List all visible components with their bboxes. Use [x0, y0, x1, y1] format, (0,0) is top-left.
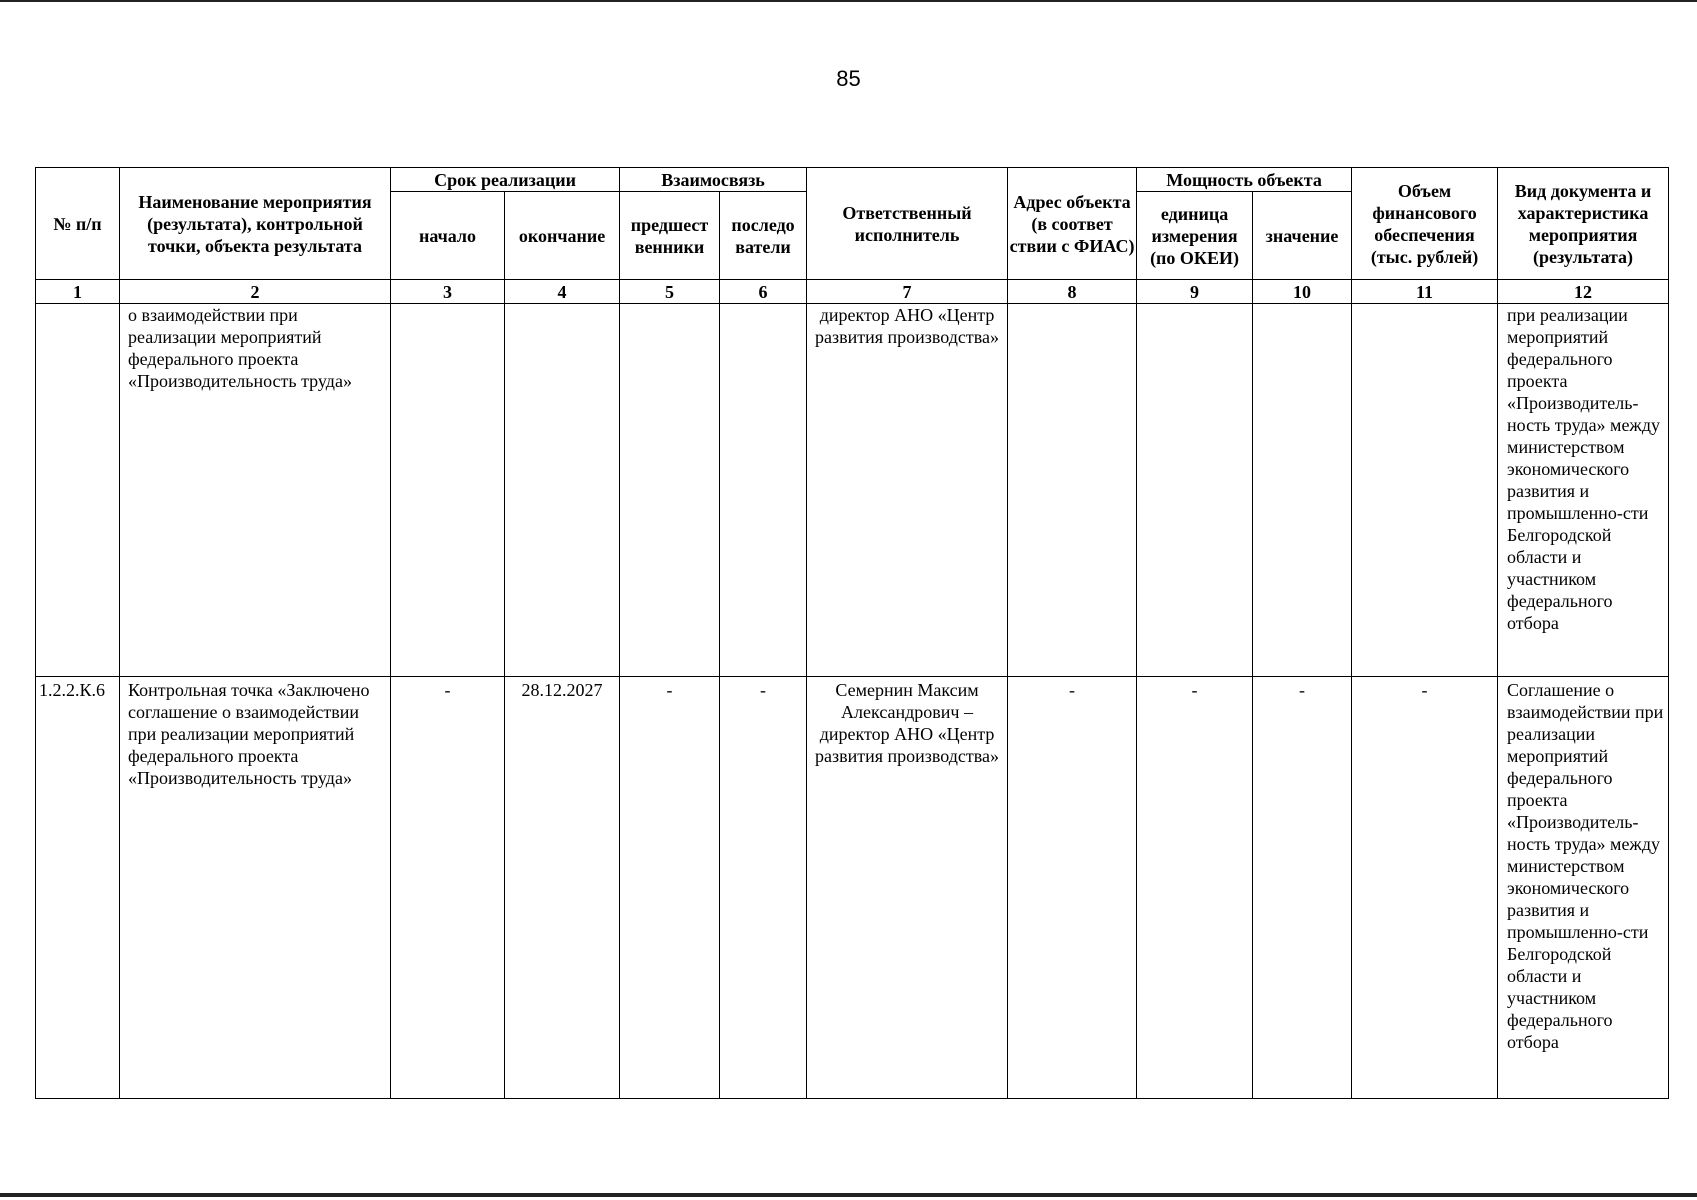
- cell-unit: [1137, 304, 1253, 677]
- cell-value: [1253, 304, 1352, 677]
- cell-succ: [720, 304, 807, 677]
- cell-name: Контрольная точка «Заключено соглашение о взаимодействии при реализации мероприятий федерального проекта «Производительность труда»: [120, 677, 391, 1099]
- header-capacity-unit: единица измерения (по ОКЕИ): [1137, 192, 1253, 280]
- header-capacity-value: значение: [1253, 192, 1352, 280]
- column-number: 10: [1253, 280, 1352, 304]
- header-finance: Объем финансового обеспечения (тыс. рублей): [1352, 168, 1498, 280]
- activities-table: [35, 167, 1669, 1099]
- cell-num: [36, 304, 120, 677]
- cell-unit: -: [1137, 677, 1253, 1099]
- cell-end: 28.12.2027: [505, 677, 620, 1099]
- cell-responsible: Семернин Максим Александрович – директор АНО «Центр развития производства»: [807, 677, 1008, 1099]
- cell-responsible: директор АНО «Центр развития производства»: [807, 304, 1008, 677]
- header-address: Адрес объекта (в соответ ствии с ФИАС): [1008, 168, 1137, 280]
- cell-pred: -: [620, 677, 720, 1099]
- column-number: 12: [1498, 280, 1669, 304]
- cell-finance: -: [1352, 677, 1498, 1099]
- column-number: 8: [1008, 280, 1137, 304]
- bottom-edge-line: [0, 1193, 1697, 1197]
- header-period-start: начало: [391, 192, 505, 280]
- cell-succ: -: [720, 677, 807, 1099]
- column-number: 9: [1137, 280, 1253, 304]
- column-number: 11: [1352, 280, 1498, 304]
- cell-pred: [620, 304, 720, 677]
- cell-doc: при реализации мероприятий федерального проекта «Производитель-ность труда» между министерством экономического развития и промышленно-сти Белгородской области и участником федерального отбора: [1498, 304, 1669, 677]
- header-link-pred: предшест венники: [620, 192, 720, 280]
- cell-address: -: [1008, 677, 1137, 1099]
- column-number: 5: [620, 280, 720, 304]
- header-capacity: Мощность объекта: [1137, 168, 1352, 192]
- column-number: 2: [120, 280, 391, 304]
- column-number: 1: [36, 280, 120, 304]
- header-link-succ: последо ватели: [720, 192, 807, 280]
- header-name: Наименование мероприятия (результата), контрольной точки, объекта результата: [120, 168, 391, 280]
- cell-num: 1.2.2.К.6: [36, 677, 120, 1099]
- cell-finance: [1352, 304, 1498, 677]
- page-number: 85: [836, 66, 861, 91]
- header-link: Взаимосвязь: [620, 168, 807, 192]
- header-num: № п/п: [36, 168, 120, 280]
- header-responsible: Ответственный исполнитель: [807, 168, 1008, 280]
- column-number: 3: [391, 280, 505, 304]
- table-row: [36, 304, 1669, 677]
- cell-doc: Соглашение о взаимодействии при реализации мероприятий федерального проекта «Производитель-ность труда» между министерством экономического развития и промышленно-сти Белгородской области и участником федерального отбора: [1498, 677, 1669, 1099]
- cell-start: -: [391, 677, 505, 1099]
- table-row: [36, 677, 1669, 1099]
- cell-end: [505, 304, 620, 677]
- cell-name: о взаимодействии при реализации мероприятий федерального проекта «Производительность труда»: [120, 304, 391, 677]
- top-edge-line: [0, 0, 1697, 2]
- cell-value: -: [1253, 677, 1352, 1099]
- header-period: Срок реализации: [391, 168, 620, 192]
- cell-start: [391, 304, 505, 677]
- column-number: 7: [807, 280, 1008, 304]
- header-period-end: окончание: [505, 192, 620, 280]
- header-doc: Вид документа и характеристика мероприятия (результата): [1498, 168, 1669, 280]
- cell-address: [1008, 304, 1137, 677]
- column-number: 4: [505, 280, 620, 304]
- column-number: 6: [720, 280, 807, 304]
